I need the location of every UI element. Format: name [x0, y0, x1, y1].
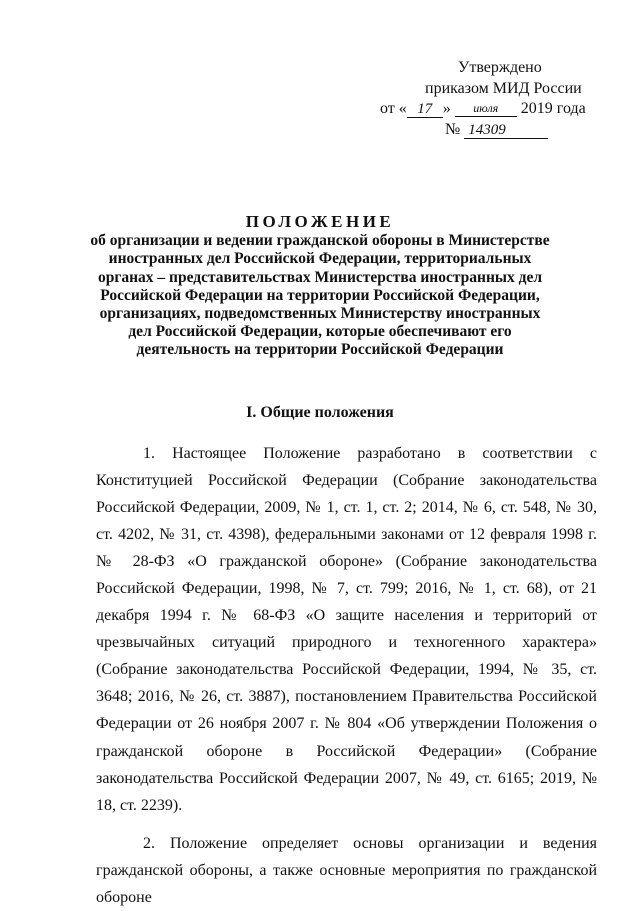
order-date [380, 99, 620, 120]
date-year: 2019 года [520, 100, 586, 117]
document-body [96, 440, 597, 911]
title-heading: ПОЛОЖЕНИЕ [245, 212, 395, 231]
paragraph: 1. Настоящее Положение разработано в соответствии с Конституцией Российской Федерации (Собрание законодательства Российской Федерации, 2009, № 1, ст. 1, ст. 2; 2014, № 6, ст. 548, № 30, ст. 4202, № 31, ст. 4398), федеральными законами от 12 февраля 1998 г. № 28-ФЗ «О гражданской обороне» (Собрание законодательства Российской Федерации, 1998, № 7, ст. 799; 2016, № 1, ст. 68), от 21 декабря 1994 г. № 68-ФЗ «О защите населения и территорий от чрезвычайных ситуаций природного и техногенного характера» (Собрание законодательства Российской Федерации, 1994, № 35, ст. 3648; 2016, № 26, ст. 3887), постановлением Правительства Российской Федерации от 26 ноября 2007 г. № 804 «Об утверждении Положения о гражданской обороне в Российской Федерации» (Собрание законодательства Российской Федерации 2007, № 49, ст. 6165; 2019, № 18, ст. 2239). [96, 445, 597, 814]
order-number [380, 120, 620, 141]
approval-stamp [380, 58, 620, 140]
document-title [90, 213, 550, 360]
number-prefix: № [445, 120, 461, 138]
title-subtitle: об организации и ведении гражданской обороны в Министерстве иностранных дел Российской Федерации, территориальных органах – представительствах Министерства иностранных дел Российской Федерации на территории Российской Федерации, организациях, подведомственных Министерству иностранных дел Российской Федерации, которые обеспечивают его деятельность на территории Российской Федерации [90, 232, 550, 359]
date-mid: » [442, 100, 451, 117]
date-day: 17 [407, 101, 443, 118]
approval-line: Утверждено [458, 59, 542, 76]
order-reference: приказом МИД России [425, 79, 582, 97]
date-prefix: от « [380, 100, 407, 117]
section-heading: I. Общие положения [246, 404, 394, 421]
date-month: июля [455, 100, 517, 117]
number-value: 14309 [464, 122, 548, 139]
paragraph: 2. Положение определяет основы организации и ведения гражданской обороны, а также основные мероприятия по гражданской обороне [96, 834, 597, 906]
